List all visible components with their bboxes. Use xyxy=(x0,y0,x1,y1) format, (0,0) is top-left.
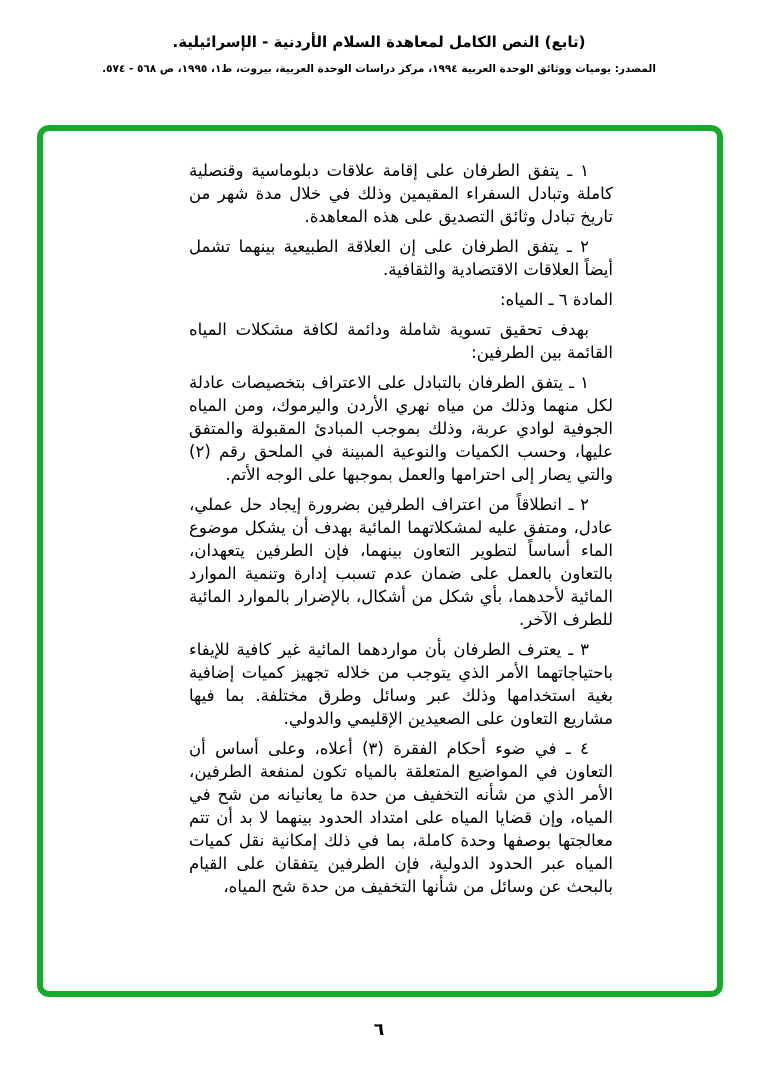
paragraph: ٢ ـ انطلاقاً من اعتراف الطرفين بضرورة إيجاد حل عملي، عادل، ومتفق عليه لمشكلاتهما المائية بهدف أن يشكل موضوع الماء أساساً لتطوير التعاون بينهما، فإن الطرفين يتعهدان، بالتعاون بالعمل على ضمان عدم تسبب إدارة وتنمية الموارد المائية لأحدهما، بأي شكل من أشكال، بالإضرار بالموارد المائية للطرف الآخر. xyxy=(189,495,613,629)
page-number: ٦ xyxy=(373,1020,385,1040)
page-header xyxy=(0,33,758,75)
paragraph: ٤ ـ في ضوء أحكام الفقرة (٣) أعلاه، وعلى أساس أن التعاون في المواضيع المتعلقة بالمياه تكون لمنفعة الطرفين، الأمر الذي من شأنه التخفيف من حدة ما يعانيانه من شح في المياه، وإن قضايا المياه على امتداد الحدود بينهما لا بد أن تتم معالجتها بوصفها وحدة كاملة، بما في ذلك إمكانية نقل كميات المياه عبر الحدود الدولية، فإن الطرفين يتفقان على القيام بالبحث عن وسائل من شأنها التخفيف من حدة شح المياه، xyxy=(189,739,613,896)
source-citation: المصدر: يوميات ووثائق الوحدة العربية ١٩٩٤، مركز دراسات الوحدة العربية، بيروت، ط١، ١٩٩٥، ص ٥٦٨ - ٥٧٤. xyxy=(102,63,656,75)
paragraph: ٢ ـ يتفق الطرفان على إن العلاقة الطبيعية بينهما تشمل أيضاً العلاقات الاقتصادية والثقافية. xyxy=(189,237,613,279)
paragraph: بهدف تحقيق تسوية شاملة ودائمة لكافة مشكلات المياه القائمة بين الطرفين: xyxy=(189,320,613,362)
paragraph: ١ ـ يتفق الطرفان على إقامة علاقات دبلوماسية وقنصلية كاملة وتبادل السفراء المقيمين وذلك في خلال مدة شهر من تاريخ تبادل وثائق التصديق على هذه المعاهدة. xyxy=(189,161,613,226)
highlight-border-box xyxy=(37,125,723,997)
paragraph: ١ ـ يتفق الطرفان بالتبادل على الاعتراف بتخصيصات عادلة لكل منهما وذلك من مياه نهري الأردن واليرموك، ومن المياه الجوفية لوادي عربة، وذلك بموجب المبادئ المقبولة والمتفق عليها، وحسب الكميات والنوعية المبينة في الملحق رقم (٢) والتي يصار إلى احترامها والعمل بموجبها على الوجه الأتم. xyxy=(189,373,613,484)
document-title: (تابع) النص الكامل لمعاهدة السلام الأردنية - الإسرائيلية. xyxy=(172,33,586,51)
paragraph: المادة ٦ ـ المياه: xyxy=(500,290,613,309)
paragraph: ٣ ـ يعترف الطرفان بأن مواردهما المائية غير كافية للإيفاء باحتياجاتهما الأمر الذي يتوجب من خلاله تجهيز كميات إضافية بغية استخدامها وذلك عبر وسائل وطرق مختلفة. بما فيها مشاريع التعاون على الصعيدين الإقليمي والدولي. xyxy=(189,640,613,728)
document-body xyxy=(43,131,717,898)
